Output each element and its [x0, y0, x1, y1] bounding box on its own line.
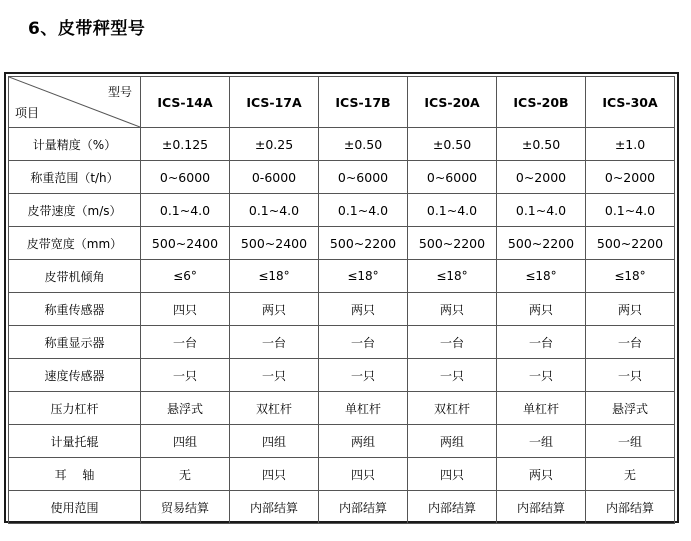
- table-cell: 一台: [141, 326, 230, 359]
- table-cell: 0~6000: [319, 161, 408, 194]
- table-cell: 双杠杆: [408, 392, 497, 425]
- table-cell: 单杠杆: [319, 392, 408, 425]
- table-cell: ≤6°: [141, 260, 230, 293]
- table-cell: 500~2200: [319, 227, 408, 260]
- table-cell: 两组: [319, 425, 408, 458]
- row-label: 耳 轴: [9, 458, 141, 491]
- table-cell: 双杠杆: [230, 392, 319, 425]
- row-label: 皮带机倾角: [9, 260, 141, 293]
- table-cell: 一只: [141, 359, 230, 392]
- table-cell: 四组: [141, 425, 230, 458]
- table-cell: 四只: [141, 293, 230, 326]
- table-cell: ±0.50: [497, 128, 586, 161]
- table-cell: 0~6000: [141, 161, 230, 194]
- table-cell: 一只: [230, 359, 319, 392]
- table-cell: 0.1~4.0: [497, 194, 586, 227]
- table-cell: 0.1~4.0: [141, 194, 230, 227]
- table-cell: 一组: [586, 425, 675, 458]
- table-cell: ≤18°: [586, 260, 675, 293]
- corner-item-label: 项目: [15, 106, 40, 120]
- table-cell: 一只: [497, 359, 586, 392]
- table-cell: 0~2000: [586, 161, 675, 194]
- table-cell: 两只: [586, 293, 675, 326]
- table-row: [9, 491, 675, 524]
- row-label: 称重范围（t/h）: [9, 161, 141, 194]
- row-label: 皮带速度（m/s）: [9, 194, 141, 227]
- table-cell: 一台: [408, 326, 497, 359]
- model-header: ICS-17A: [230, 77, 319, 128]
- table-row: [9, 326, 675, 359]
- row-label: 皮带宽度（mm）: [9, 227, 141, 260]
- table-cell: 一组: [497, 425, 586, 458]
- table-cell: ≤18°: [497, 260, 586, 293]
- table-row: [9, 392, 675, 425]
- table-row: [9, 359, 675, 392]
- table-cell: 500~2200: [497, 227, 586, 260]
- table-cell: 500~2400: [141, 227, 230, 260]
- table-cell: 两只: [319, 293, 408, 326]
- table-cell: 四只: [408, 458, 497, 491]
- table-cell: 0.1~4.0: [319, 194, 408, 227]
- table-cell: 500~2200: [586, 227, 675, 260]
- table-row: [9, 425, 675, 458]
- table-cell: 一台: [230, 326, 319, 359]
- table-row: [9, 161, 675, 194]
- corner-header-cell: [9, 77, 141, 128]
- table-cell: 0.1~4.0: [230, 194, 319, 227]
- model-header: ICS-20A: [408, 77, 497, 128]
- table-cell: 500~2200: [408, 227, 497, 260]
- model-header: ICS-30A: [586, 77, 675, 128]
- table-cell: 0.1~4.0: [586, 194, 675, 227]
- table-cell: 0.1~4.0: [408, 194, 497, 227]
- table-cell: ±0.125: [141, 128, 230, 161]
- table-cell: 内部结算: [319, 491, 408, 524]
- table-cell: 0~2000: [497, 161, 586, 194]
- table-cell: 0-6000: [230, 161, 319, 194]
- table-cell: ±0.50: [319, 128, 408, 161]
- header-row: [9, 77, 675, 128]
- row-label: 使用范围: [9, 491, 141, 524]
- table-cell: 贸易结算: [141, 491, 230, 524]
- table-cell: 四只: [319, 458, 408, 491]
- table-cell: 两只: [497, 458, 586, 491]
- table-cell: 0~6000: [408, 161, 497, 194]
- table-cell: 单杠杆: [497, 392, 586, 425]
- table-cell: 一台: [586, 326, 675, 359]
- table-cell: ±0.25: [230, 128, 319, 161]
- table-cell: 无: [586, 458, 675, 491]
- table-cell: ±0.50: [408, 128, 497, 161]
- row-label: 称重传感器: [9, 293, 141, 326]
- table-cell: 内部结算: [586, 491, 675, 524]
- page-heading: 6、皮带秤型号: [28, 19, 146, 39]
- table-cell: 两组: [408, 425, 497, 458]
- table-cell: 两只: [497, 293, 586, 326]
- row-label: 计量精度（%）: [9, 128, 141, 161]
- table-row: [9, 293, 675, 326]
- table-row: [9, 260, 675, 293]
- corner-model-label: 型号: [107, 85, 132, 99]
- model-header: ICS-14A: [141, 77, 230, 128]
- table-cell: ≤18°: [230, 260, 319, 293]
- table-cell: 四组: [230, 425, 319, 458]
- table-cell: ≤18°: [319, 260, 408, 293]
- row-label: 压力杠杆: [9, 392, 141, 425]
- table-cell: 无: [141, 458, 230, 491]
- belt-scale-spec-table: [8, 76, 675, 524]
- table-row: [9, 194, 675, 227]
- table-cell: 四只: [230, 458, 319, 491]
- row-label: 计量托辊: [9, 425, 141, 458]
- row-label: 速度传感器: [9, 359, 141, 392]
- table-row: [9, 128, 675, 161]
- table-row: [9, 458, 675, 491]
- model-header: ICS-17B: [319, 77, 408, 128]
- model-header: ICS-20B: [497, 77, 586, 128]
- table-cell: 一台: [319, 326, 408, 359]
- table-cell: ±1.0: [586, 128, 675, 161]
- table-cell: 悬浮式: [586, 392, 675, 425]
- table-cell: 一只: [319, 359, 408, 392]
- table-cell: 两只: [230, 293, 319, 326]
- table-cell: 一台: [497, 326, 586, 359]
- table-cell: 500~2400: [230, 227, 319, 260]
- row-label: 称重显示器: [9, 326, 141, 359]
- table-cell: 两只: [408, 293, 497, 326]
- table-cell: 内部结算: [497, 491, 586, 524]
- table-row: [9, 227, 675, 260]
- table-cell: ≤18°: [408, 260, 497, 293]
- table-cell: 悬浮式: [141, 392, 230, 425]
- table-cell: 内部结算: [408, 491, 497, 524]
- table-cell: 一只: [408, 359, 497, 392]
- table-cell: 内部结算: [230, 491, 319, 524]
- table-cell: 一只: [586, 359, 675, 392]
